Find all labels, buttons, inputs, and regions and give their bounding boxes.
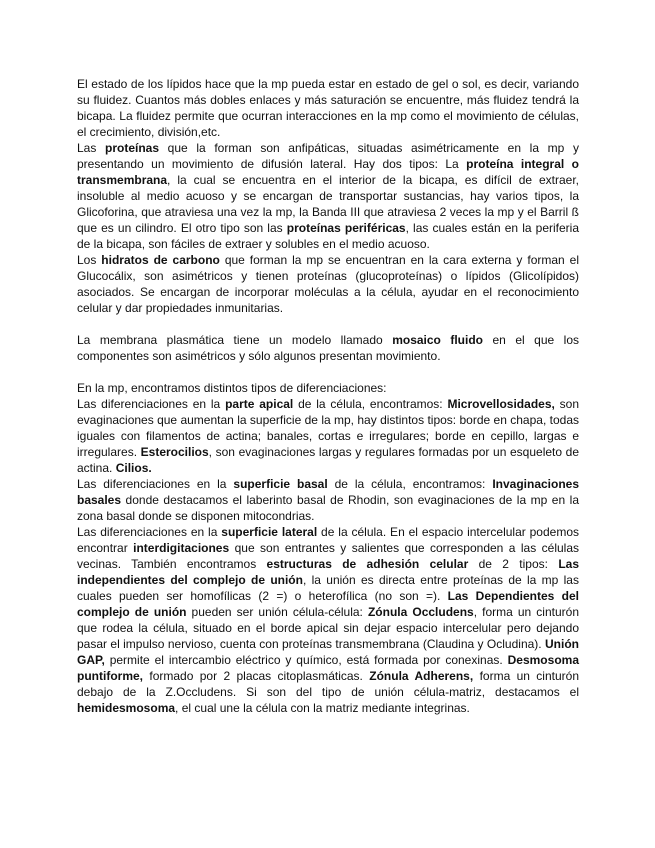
term-carbohydrates: hidratos de carbono — [101, 253, 220, 267]
term-hemidesmosome: hemidesmosoma — [77, 701, 176, 715]
term-basal-surface: superficie basal — [233, 477, 328, 491]
text: La membrana plasmática tiene un modelo llamado — [77, 333, 393, 347]
term-fluid-mosaic: mosaico fluido — [392, 333, 484, 347]
spacer — [77, 316, 579, 332]
text: de 2 tipos: — [468, 557, 559, 571]
term-proteins: proteínas — [105, 141, 160, 155]
text: , la cual se encuentra en el interior de la bicapa, es difícil de extraer, insoluble al medio acuoso y se encargan de transportar sustancias, hay varios tipos, la Glicoforina, que atraviesa una vez la mp, la Banda III que atraviesa 2 veces la mp y el Barril ß que es un cilindro. El otro tipo son las — [77, 173, 579, 235]
text: pueden ser unión célula-célula: — [186, 605, 368, 619]
paragraph-proteins — [77, 140, 579, 252]
term-dependent-junctions: Las Dependientes del complejo de unión — [77, 589, 580, 619]
paragraph-lipid-fluidity: El estado de los lípidos hace que la mp pueda estar en estado de gel o sol, es decir, variando su fluidez. Cuantos más dobles enlaces y más saturación se encuentre, más fluidez tendrá la bicapa. La fluidez permite que ocurran interacciones en la mp como el movimiento de células, el crecimiento, división,etc. — [77, 77, 579, 139]
text: , las cuales están en la periferia de la bicapa, son fáciles de extraer y solubles en el medio acuoso. — [77, 221, 580, 251]
paragraph-basal — [77, 476, 579, 524]
text: que son entrantes y salientes que corresponden a las células vecinas. También encontramos — [77, 541, 580, 571]
text: que la forman son anfipáticas, situadas asimétricamente en la mp y presentando un movimiento de difusión lateral. Hay dos tipos: La — [77, 141, 579, 171]
text: de la célula, encontramos: — [293, 397, 448, 411]
term-zonula-occludens: Zónula Occludens — [367, 605, 474, 619]
term-microvilli: Microvellosidades, — [447, 397, 555, 411]
term-desmosome: Desmosoma puntiforme, — [77, 653, 579, 683]
term-zonula-adherens: Zónula Adherens, — [369, 669, 474, 683]
text: donde destacamos el laberinto basal de Rhodin, son evaginaciones de la mp en la zona basal donde se disponen mitocondrias. — [77, 493, 579, 523]
text: Los — [77, 253, 102, 267]
text: Las — [77, 141, 105, 155]
paragraph-differentiations-intro: En la mp, encontramos distintos tipos de diferenciaciones: — [77, 381, 387, 395]
text: son evaginaciones que aumentan la superficie de la mp, hay distintos tipos: borde en chapa, todas iguales con filamentos de actina; banales, cortas e irregulares; borde en cepillo, largas e irregulares. — [77, 397, 579, 459]
text: forma un cinturón debajo de la Z.Occludens. Si son del tipo de unión célula-matriz, destacamos el — [77, 669, 579, 699]
term-integral-protein: proteína integral o transmembrana — [77, 157, 579, 187]
text: , forma un cinturón que rodea la célula, situado en el borde apical sin dejar espacio intercelular pero dejando pasar el impulso nervioso, cuenta con proteínas transmembrana (Claudina y Ocludina). — [77, 605, 579, 651]
paragraph-apical — [77, 396, 579, 476]
text: permite el intercambio eléctrico y químico, está formada por conexinas. — [104, 653, 508, 667]
term-cilia: Cilios. — [115, 461, 152, 475]
text: de la célula, encontramos: — [327, 477, 493, 491]
text: de la célula. En el espacio intercelular podemos encontrar — [77, 525, 579, 555]
text: Las diferenciaciones en la — [77, 397, 226, 411]
text: en el que los componentes son asimétricos y sólo algunos presentan movimiento. — [77, 333, 579, 363]
document-body — [77, 76, 579, 716]
text: , la unión es directa entre proteínas de la mp las cuales pueden ser homofílicas (2 =) o heterofílica (no son =). — [77, 573, 579, 603]
term-apical: parte apical — [225, 397, 294, 411]
paragraph-carbohydrates — [77, 252, 579, 316]
text: , son evaginaciones largas y regulares formadas por un esqueleto de actina. — [77, 445, 580, 475]
text: que forman la mp se encuentran en la cara externa y forman el Glucocálix, son asimétricos y tienen proteínas (glucoproteínas) o lípidos (Glicolípidos) asociados. Se encargan de incorporar moléculas a la célula, ayudar en el reconocimiento celular y dar propiedades inmunitarias. — [77, 253, 579, 315]
term-lateral-surface: superficie lateral — [221, 525, 318, 539]
term-gap-junction: Unión GAP, — [77, 637, 579, 667]
term-stereocilia: Esterocilios — [140, 445, 209, 459]
text: Las diferenciaciones en la — [77, 525, 222, 539]
paragraph-fluid-mosaic — [77, 332, 579, 364]
text: Las diferenciaciones en la — [77, 477, 234, 491]
text: formado por 2 placas citoplasmáticas. — [143, 669, 370, 683]
paragraph-lateral — [77, 524, 579, 716]
text: , el cual une la célula con la matriz mediante integrinas. — [175, 701, 470, 715]
term-adhesion-structures: estructuras de adhesión celular — [266, 557, 469, 571]
term-interdigitations: interdigitaciones — [133, 541, 230, 555]
term-independent-junctions: Las independientes del complejo de unión — [77, 557, 579, 587]
spacer — [77, 364, 579, 380]
term-basal-invaginations: Invaginaciones basales — [77, 477, 580, 507]
term-peripheral-proteins: proteínas periféricas — [286, 221, 406, 235]
